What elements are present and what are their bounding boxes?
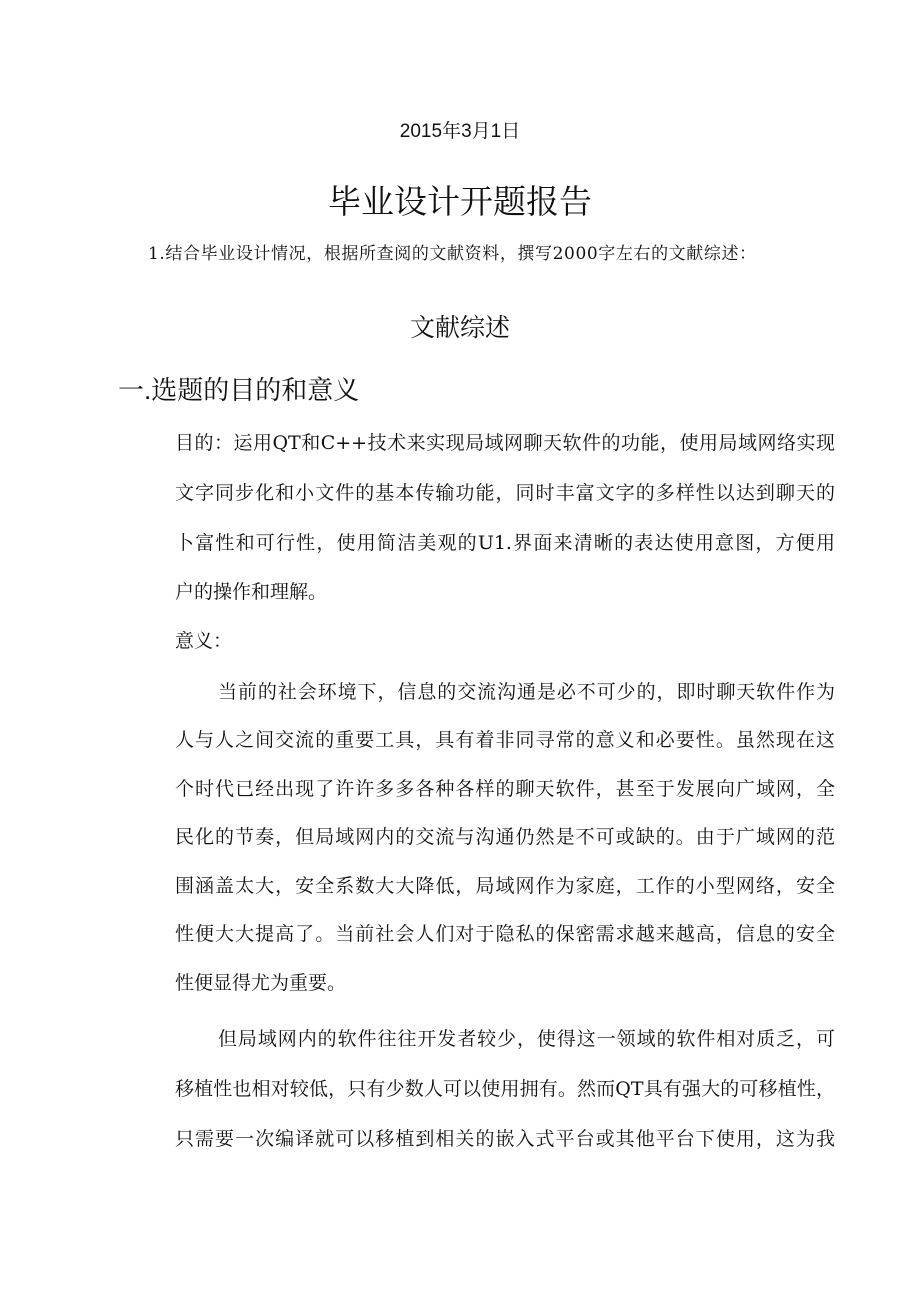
meaning-label: 意义： <box>175 630 233 652</box>
paragraph-line: 围涵盖太大，安全系数大大降低，局域网作为家庭，工作的小型网络，安全 <box>175 875 835 897</box>
paragraph-line: 性便显得尤为重要。 <box>175 972 347 994</box>
paragraph-line: 个时代已经出现了许许多多各种各样的聊天软件，甚至于发展向广域网，全 <box>175 778 835 800</box>
purpose-line: 卜富性和可行性，使用简洁美观的U1.界面来清晰的表达使用意图，方便用 <box>175 532 835 554</box>
paragraph-line: 民化的节奏，但局域网内的交流与沟通仍然是不可或缺的。由于广域网的范 <box>175 826 835 848</box>
document-date: 2015年3月1日 <box>399 121 521 142</box>
paragraph-line: 但局域网内的软件往往开发者较少，使得这一领域的软件相对质乏，可 <box>218 1028 835 1050</box>
purpose-line: 目的：运用QT和C++技术来实现局域网聊天软件的功能，使用局域网络实现 <box>175 432 835 454</box>
instruction-text: 1.结合毕业设计情况，根据所查阅的文献资料，撰写2000字左右的文献综述： <box>148 244 757 264</box>
paragraph-line: 只需要一次编译就可以移植到相关的嵌入式平台或其他平台下使用，这为我 <box>175 1128 835 1150</box>
paragraph-line: 人与人之间交流的重要工具，具有着非同寻常的意义和必要性。虽然现在这 <box>175 729 835 751</box>
literature-review-heading: 文献综述 <box>409 314 510 342</box>
paragraph-line: 当前的社会环境下，信息的交流沟通是必不可少的，即时聊天软件作为 <box>218 681 835 703</box>
paragraph-line: 移植性也相对较低，只有少数人可以使用拥有。然而QT具有强大的可移植性， <box>175 1078 835 1100</box>
purpose-line: 文字同步化和小文件的基本传输功能，同时丰富文字的多样性以达到聊天的 <box>175 482 835 504</box>
paragraph-line: 性便大大提高了。当前社会人们对于隐私的保密需求越来越高，信息的安全 <box>175 923 835 945</box>
purpose-line: 户的操作和理解。 <box>175 581 328 603</box>
section-heading: 一.选题的目的和意义 <box>118 375 360 405</box>
document-title: 毕业设计开题报告 <box>328 183 592 220</box>
